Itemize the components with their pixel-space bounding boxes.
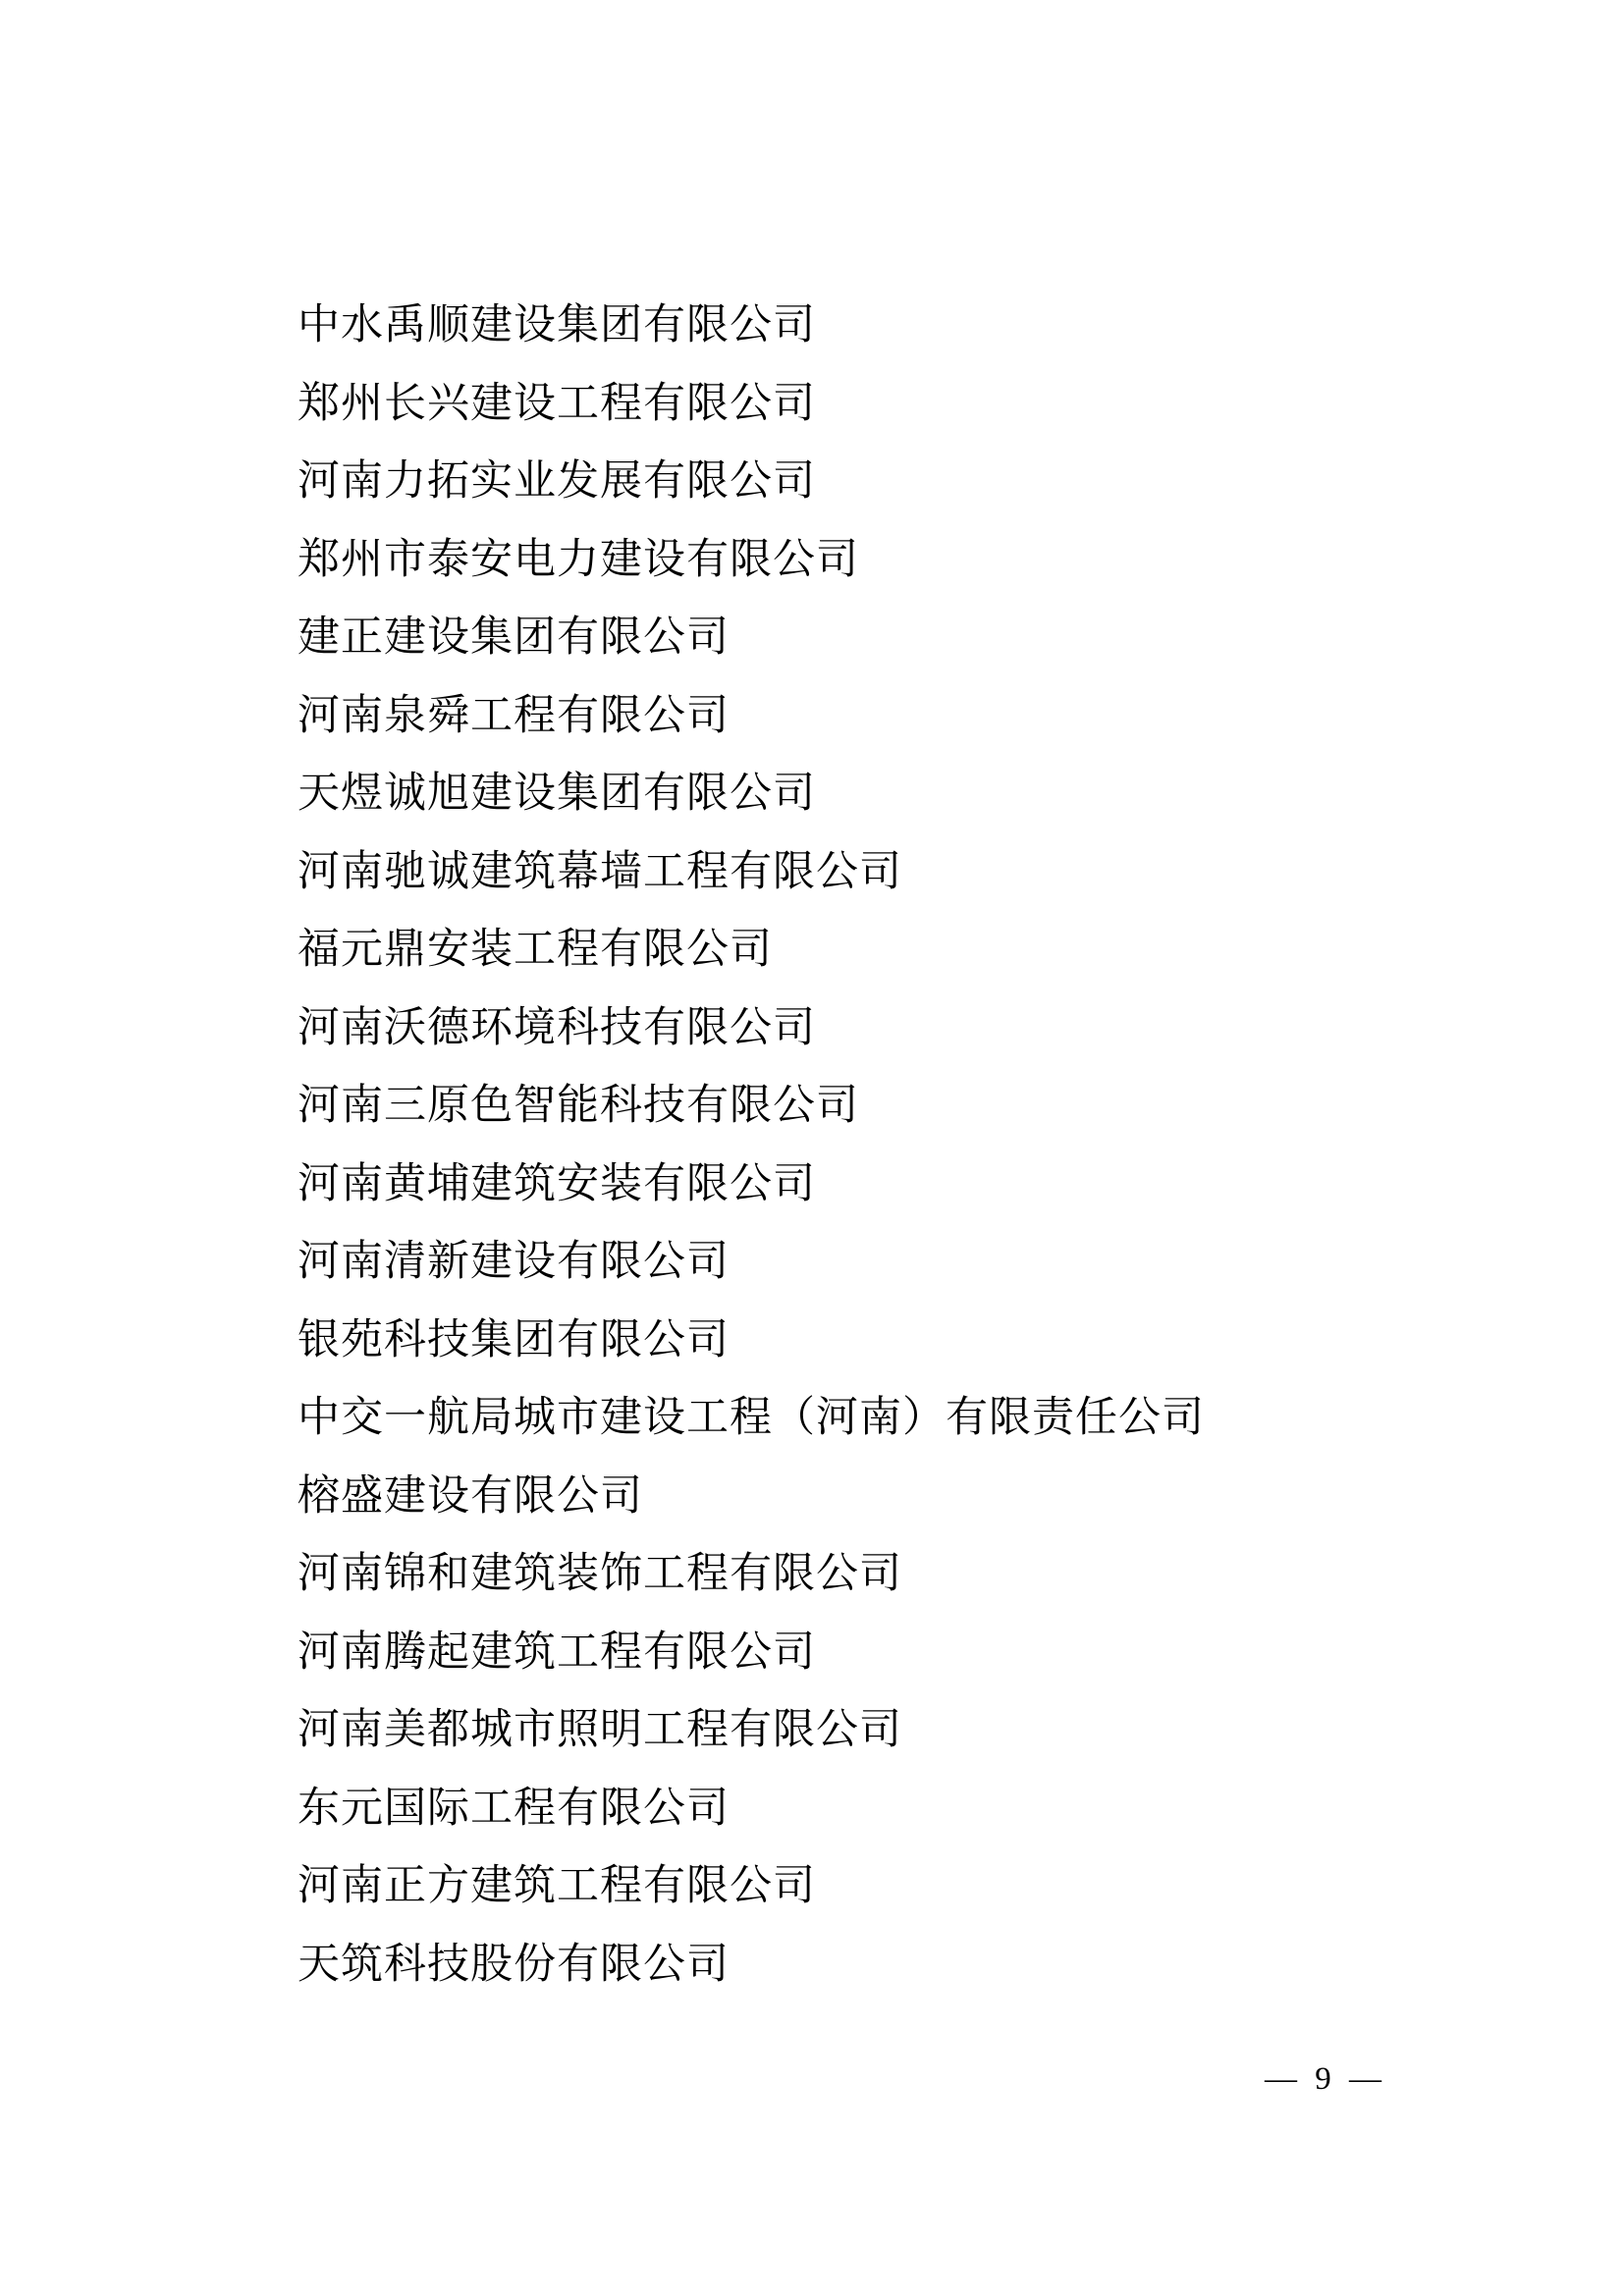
company-list-item: 中交一航局城市建设工程（河南）有限责任公司 (298, 1395, 1205, 1441)
company-list-item: 河南腾起建筑工程有限公司 (298, 1629, 816, 1676)
company-list-item: 天筑科技股份有限公司 (298, 1941, 730, 1988)
company-list-item: 郑州市泰安电力建设有限公司 (298, 536, 859, 583)
company-list-item: 榕盛建设有限公司 (298, 1472, 643, 1520)
company-list-item: 河南黄埔建筑安装有限公司 (298, 1160, 816, 1207)
company-list-item: 河南三原色智能科技有限公司 (298, 1083, 859, 1129)
company-list-item: 银苑科技集团有限公司 (298, 1316, 730, 1363)
company-list-item: 建正建设集团有限公司 (298, 614, 730, 661)
company-list-item: 河南驰诚建筑幕墙工程有限公司 (298, 848, 902, 895)
company-list-item: 天煜诚旭建设集团有限公司 (298, 771, 816, 817)
company-list-item: 郑州长兴建设工程有限公司 (298, 380, 816, 427)
company-list-item: 河南正方建筑工程有限公司 (298, 1863, 816, 1909)
company-list-item: 中水禹顺建设集团有限公司 (298, 302, 816, 348)
company-list-item: 河南清新建设有限公司 (298, 1239, 730, 1285)
company-list-item: 河南泉舜工程有限公司 (298, 692, 730, 739)
page-number: — 9 — (1265, 2061, 1386, 2097)
company-list-item: 河南美都城市照明工程有限公司 (298, 1707, 902, 1753)
company-list-item: 河南沃德环境科技有限公司 (298, 1004, 816, 1051)
company-list-item: 东元国际工程有限公司 (298, 1785, 730, 1832)
company-list-item: 福元鼎安装工程有限公司 (298, 927, 773, 973)
company-list-item: 河南力拓实业发展有限公司 (298, 458, 816, 505)
company-list-item: 河南锦和建筑装饰工程有限公司 (298, 1551, 902, 1597)
company-list (298, 287, 1205, 2003)
